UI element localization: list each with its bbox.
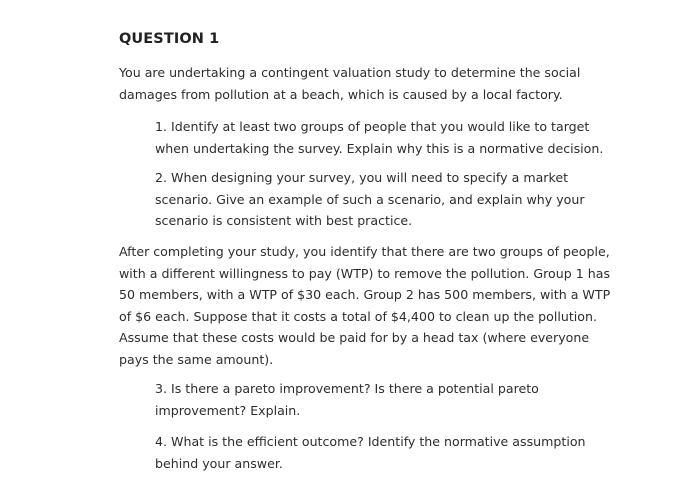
question-title: QUESTION 1 — [119, 31, 220, 47]
intro-paragraph: You are undertaking a contingent valuation study to determine the social damages from pollution at a beach, which is caused by a local factory. — [119, 65, 581, 102]
sub-question-1: 1. Identify at least two groups of people that you would like to target when undertaking the survey. Explain why this is a normative decision. — [155, 119, 604, 156]
sub-question-3: 3. Is there a pareto improvement? Is there a potential pareto improvement? Explain. — [155, 381, 539, 418]
sub-question-4: 4. What is the efficient outcome? Identify the normative assumption behind your answer. — [155, 434, 586, 471]
context-paragraph: After completing your study, you identify that there are two groups of people, with a different willingness to pay (WTP) to remove the pollution. Group 1 has 50 members, with a WTP of $30 each. Group 2 has 500 members, with a WTP of $6 each. Suppose that it costs a total of $4,400 to clean up the pollution. Assume that these costs would be paid for by a head tax (where everyone pays the same amount). — [119, 244, 611, 367]
sub-question-2: 2. When designing your survey, you will need to specify a market scenario. Give an example of such a scenario, and explain why your scenario is consistent with best practice. — [155, 170, 585, 228]
